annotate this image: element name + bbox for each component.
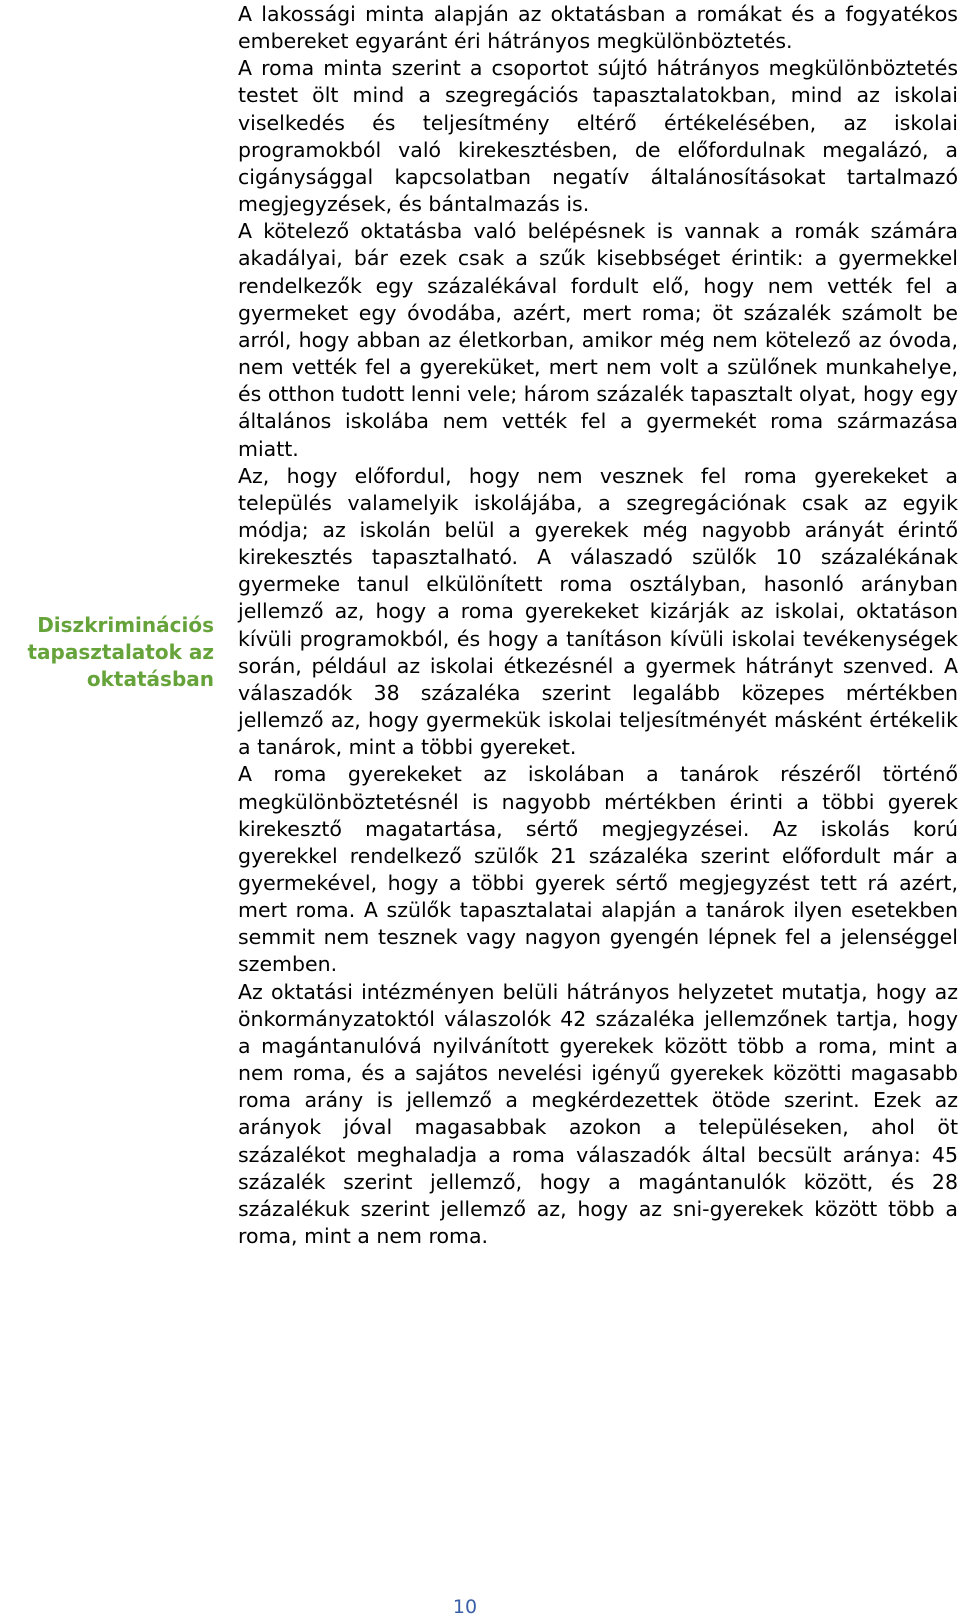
page-number: 10 xyxy=(452,1596,478,1618)
paragraph-compulsory-education: A kötelező oktatásba való belépésnek is vannak a romák számára akadályai, bár ezek csak a szűk kisebbséget érintik: a gyermekkel rendelkezők egy százalékával fordult elő, hogy nem vették fel a gyermeket egy óvodába, azért, mert roma; öt százalék számolt be arról, hogy abban az életkorban, amikor még nem kötelező az óvoda, nem vették fel a gyereküket, mert nem volt a szülőnek munkahelye, és otthon tudott lenni vele; három százalék tapasztalt olyat, hogy egy általános iskolába nem vették fel a gyermekét roma származása miatt. xyxy=(238,219,958,461)
paragraph-institutional-disadvantage: Az oktatási intézményen belüli hátrányos helyzetet mutatja, hogy az önkormányzatoktól válaszolók 42 százaléka jellemzőnek tartja, hogy a magántanulóvá nyilvánított gyerekek között több a roma, mint a nem roma, és a sajátos nevelési igényű gyerekek közötti magasabb roma arány is jellemző a megkérdezettek ötöde szerint. Ezek az arányok jóval magasabbak azokon a településeken, ahol öt százalékot meghaladja a roma válaszadók által becsült aránya: 45 százalék szerint jellemző, hogy a magántanulók között, és 28 százalékuk szerint jellemző az, hogy az sni-gyerekek között több a roma, mint a nem roma. xyxy=(238,979,958,1249)
body-text xyxy=(238,1,958,1250)
paragraph-intro: A lakossági minta alapján az oktatásban a romákat és a fogyatékos embereket egyaránt éri hátrányos megkülönböztetés. xyxy=(238,2,958,54)
paragraph-peer-behaviour: A roma gyerekeket az iskolában a tanárok részéről történő megkülönböztetésnél is nagyobb mértékben érinti a többi gyerek kirekesztő magatartása, sértő megjegyzései. Az iskolás korú gyerekkel rendelkező szülők 21 százaléka szerint előfordult már a gyermekével, hogy a többi gyerek sértő megjegyzést tett rá azért, mert roma. A szülők tapasztalatai alapján a tanárok ilyen esetekben semmit nem tesznek vagy nagyon gyengén lépnek fel a jelenséggel szemben. xyxy=(238,762,958,977)
paragraph-segregation: A roma minta szerint a csoportot sújtó hátrányos megkülönböztetés testet ölt mind a szegregációs tapasztalatokban, mind az iskolai viselkedés és teljesítmény eltérő értékelésében, az iskolai programokból való kirekesztésben, de előfordulnak megalázó, a cigánysággal kapcsolatban negatív általánosításokat tartalmazó megjegyzések, és bántalmazás is. xyxy=(238,56,958,217)
section-sidebar-heading: Diszkriminációs tapasztalatok az oktatásban xyxy=(27,613,214,691)
paragraph-in-school-exclusion: Az, hogy előfordul, hogy nem vesznek fel roma gyerekeket a település valamelyik iskolájába, a szegregációnak csak az egyik módja; az iskolán belül a gyerekek még nagyobb arányát érintő kirekesztés tapasztalható. A válaszadó szülők 10 százalékának gyermeke tanul elkülönített roma osztályban, hasonló arányban jellemző az, hogy a roma gyerekeket kizárják az iskolai, oktatáson kívüli programokból, és hogy a tanításon kívüli iskolai tevékenységek során, például az iskolai étkezésnél a gyermek hátrányt szenved. A válaszadók 38 százaléka szerint legalább közepes mértékben jellemző az, hogy gyermekük iskolai teljesítményét másként értékelik a tanárok, mint a többi gyereket. xyxy=(238,463,958,760)
